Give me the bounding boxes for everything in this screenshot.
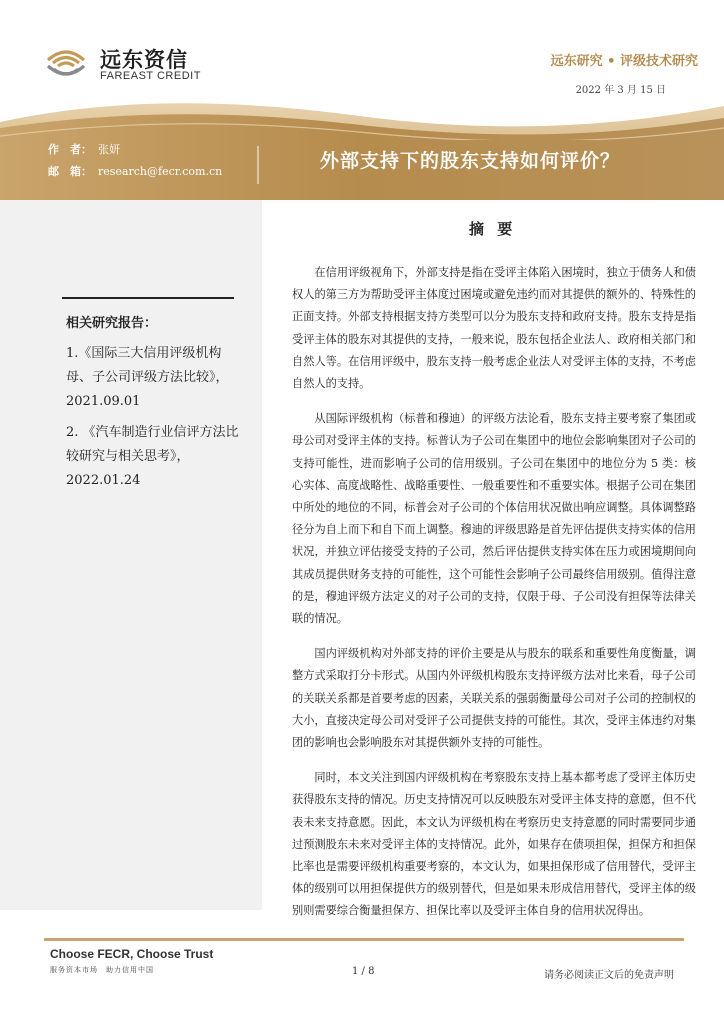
fareast-logo-icon [44,42,88,82]
related-report-item[interactable]: 2. 《汽车制造行业信评方法比较研究与相关思考》，2022.01.24 [66,425,239,488]
email-label: 邮 箱： [48,165,92,178]
logo-name-cn: 远东资信 [100,48,188,72]
summary-heading: 摘 要 [469,220,517,238]
page-number: 1 / 8 [352,966,375,977]
related-report-item[interactable]: 1.《国际三大信用评级机构母、子公司评级方法比较》，2021.09.01 [66,346,229,409]
author-line [48,141,120,157]
footer-slogan: Choose FECR, Choose Trust [50,947,214,961]
report-date: 2022 年 3 月 15 日 [575,85,666,96]
summary-paragraph: 在信用评级视角下，外部支持是指在受评主体陷入困境时，独立于债务人和债权人的第三方为帮助受评主体度过困境或避免违约而对其提供的额外的、特殊性的正面支持。外部支持根据支持方类型可以分为股东支持和政府支持。股东支持是指受评主体的股东对其提供的支持，一般来说，股东包括企业法人、政府相关部门和自然人等。在信用评级中，股东支持一般考虑企业法人对受评主体的支持，不考虑自然人的支持。 [292,266,696,391]
author-value: 张妍 [98,143,120,156]
related-reports-panel [0,200,262,910]
footer-divider [44,938,684,941]
sidebar-divider [62,297,234,299]
author-label: 作 者： [48,143,92,156]
summary-body [292,262,696,936]
summary-paragraph: 国内评级机构对外部支持的评价主要是从与股东的联系和重要性角度衡量，调整方式采取打分卡形式。从国内外评级机构股东支持评级方法对比来看，母子公司的关联关系都是首要考虑的因素，关联关系的强弱衡量母公司对子公司的控制权的大小，直接决定母公司对受评子公司提供支持的可能性。其次，受评主体违约对集团的影响也会影响股东对其提供额外支持的可能性。 [292,647,696,750]
logo-name-en: FAREAST CREDIT [100,70,201,82]
related-reports-heading: 相关研究报告： [66,316,158,331]
brand-line: 远东研究 • 评级技术研究 [550,54,698,69]
email-value[interactable]: research@fecr.com.cn [98,165,223,178]
email-line [48,163,222,179]
summary-paragraph: 从国际评级机构（标普和穆迪）的评级方法论看，股东支持主要考察了集团或母公司对受评主体的支持。标普认为子公司在集团中的地位会影响集团对子公司的支持可能性，进而影响子公司的信用级别。子公司在集团中的地位分为 5 类：核心实体、高度战略性、战略重要性、一般重要性和不重要实体。根据子公司在集团中所处的地位的不同，标普会对子公司的个体信用状况做出响应调整。具体调整路径分为自上而下和自下而上调整。穆迪的评级思路是首先评估提供支持实体的信用状况，并独立评估接受支持的子公司，然后评估提供支持实体在压力或困境期间向其成员提供财务支持的可能性，这个可能性会影响子公司最终信用级别。值得注意的是，穆迪评级方法定义的对子公司的支持，仅限于母、子公司没有担保等法律关联的情况。 [292,412,696,626]
disclaimer-note: 请务必阅读正文后的免责声明 [544,970,674,981]
summary-paragraph: 同时，本文关注到国内评级机构在考察股东支持上基本都考虑了受评主体历史获得股东支持的情况。历史支持情况可以反映股东对受评主体支持的意愿，但不代表未来支持意愿。因此，本文认为评级机构在考察历史支持意愿的同时需要同步通过预测股东未来对受评主体的支持情况。此外，如果存在债项担保，担保方和担保比率也是需要评级机构重要考察的，本文认为，如果担保形成了信用替代，受评主体的级别可以用担保提供方的级别替代，但是如果未形成信用替代，受评主体的级别则需要综合衡量担保方、担保比率以及受评主体自身的信用状况得出。 [292,771,696,918]
footer-slogan-sub: 服务资本市场 助力信用中国 [50,966,154,974]
report-title: 外部支持下的股东支持如何评价？ [320,150,621,172]
